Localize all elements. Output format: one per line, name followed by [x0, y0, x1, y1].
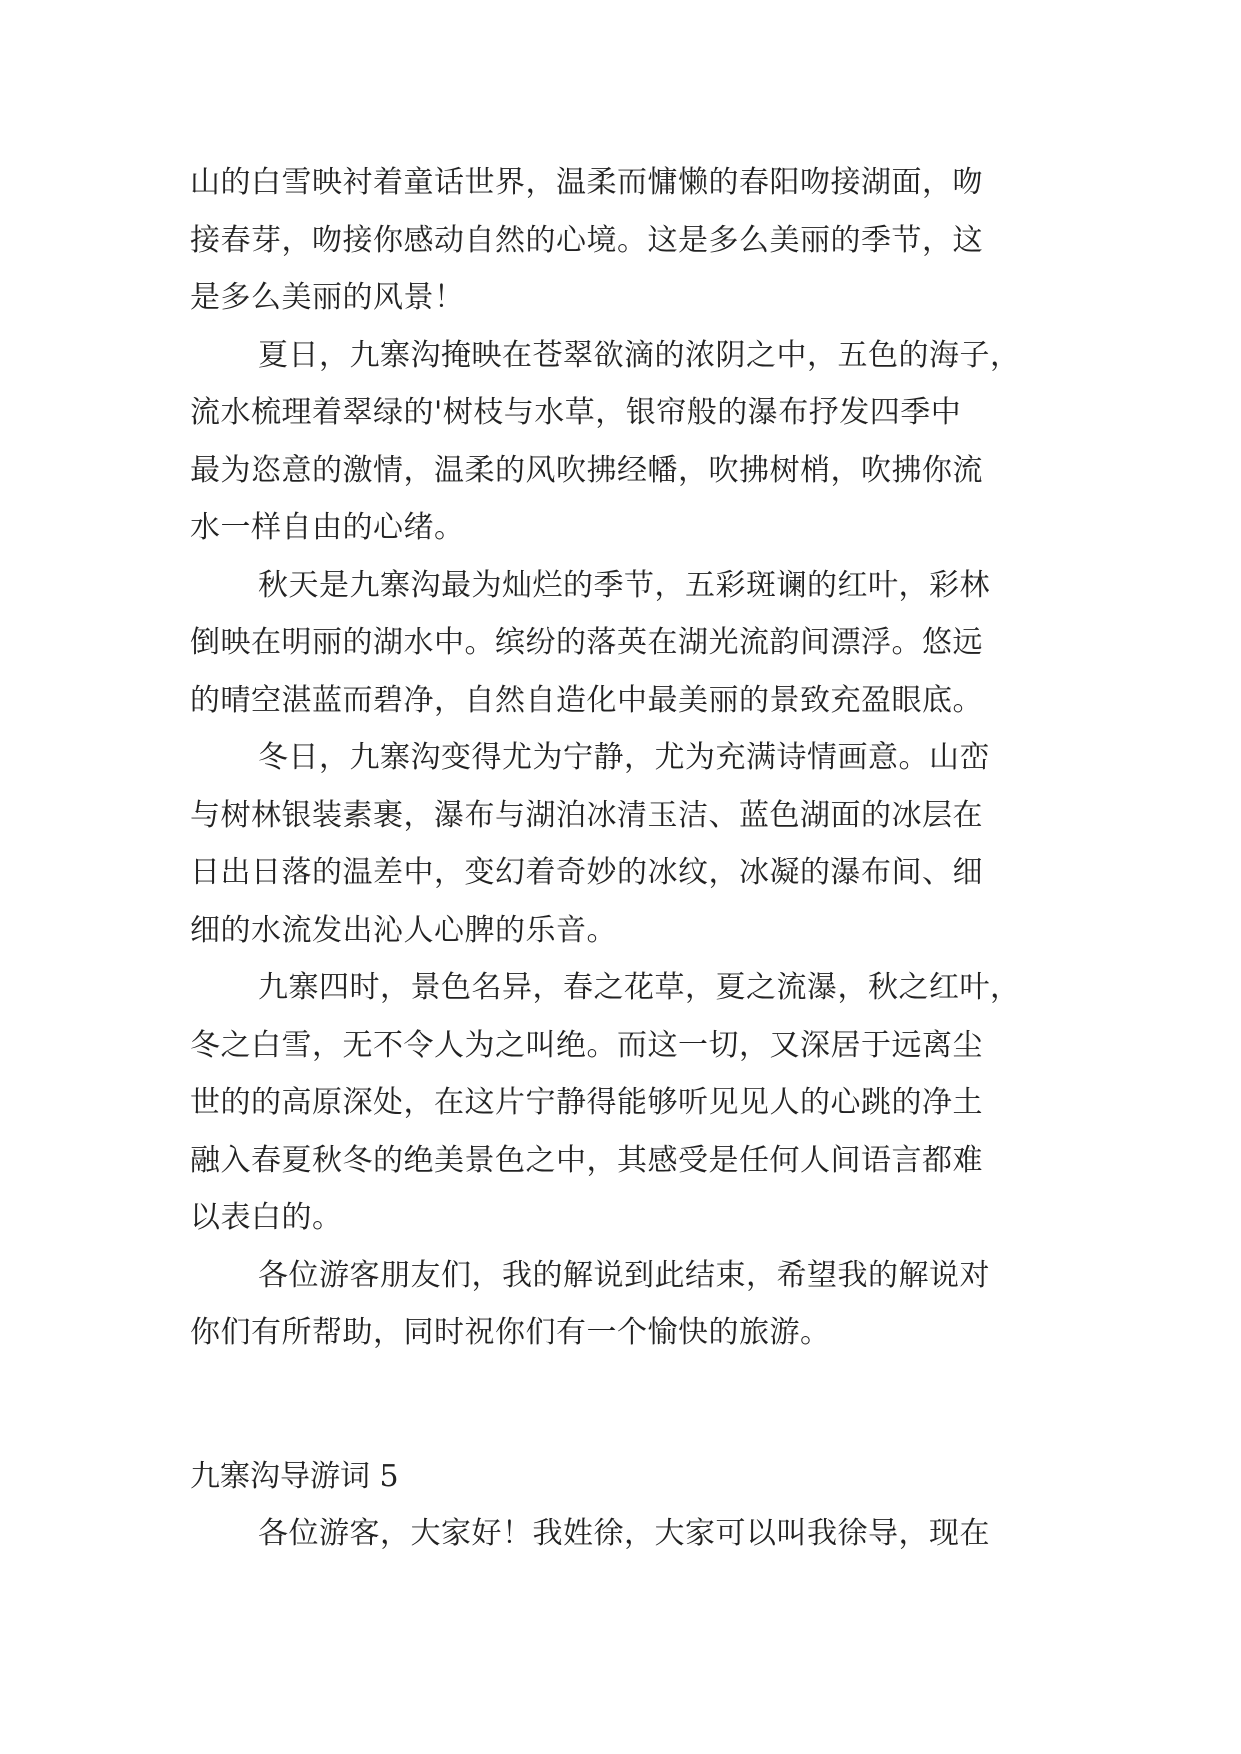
text-line: 九寨四时，景色名异，春之花草，夏之流瀑，秋之红叶， — [258, 970, 1021, 1005]
text-line: 世的的高原深处，在这片宁静得能够听见见人的心跳的净土 — [190, 1085, 983, 1120]
paragraph-autumn — [190, 557, 1060, 730]
paragraph-summer — [190, 327, 1060, 557]
paragraph-greeting — [190, 1505, 1060, 1563]
text-line: 各位游客，大家好！我姓徐，大家可以叫我徐导，现在 — [258, 1516, 990, 1551]
text-line: 水一样自由的心绪。 — [190, 510, 465, 545]
text-line: 倒映在明丽的湖水中。缤纷的落英在湖光流韵间漂浮。悠远 — [190, 625, 983, 660]
section-heading: 九寨沟导游词 5 — [190, 1458, 399, 1494]
paragraph-four-seasons — [190, 959, 1060, 1247]
paragraph-spring-continued — [190, 154, 1060, 327]
text-line: 夏日，九寨沟掩映在苍翠欲滴的浓阴之中，五色的海子， — [258, 337, 1021, 373]
text-line: 是多么美丽的风景！ — [190, 280, 465, 315]
text-line: 细的水流发出沁人心脾的乐音。 — [190, 912, 617, 948]
text-line: 山的白雪映衬着童话世界，温柔而慵懒的春阳吻接湖面，吻 — [190, 165, 983, 200]
text-line: 你们有所帮助，同时祝你们有一个愉快的旅游。 — [190, 1315, 831, 1350]
text-line: 冬日，九寨沟变得尤为宁静，尤为充满诗情画意。山峦 — [258, 740, 990, 775]
text-line: 日出日落的温差中，变幻着奇妙的冰纹，冰凝的瀑布间、细 — [190, 855, 983, 890]
text-line: 与树林银装素裹，瀑布与湖泊冰清玉洁、蓝色湖面的冰层在 — [190, 797, 983, 833]
section-spacer — [190, 1362, 1060, 1448]
paragraph-closing — [190, 1247, 1060, 1362]
paragraph-winter — [190, 729, 1060, 959]
text-line: 以表白的。 — [190, 1200, 343, 1235]
text-line: 的晴空湛蓝而碧净，自然自造化中最美丽的景致充盈眼底。 — [190, 682, 983, 718]
text-line: 接春芽，吻接你感动自然的心境。这是多么美丽的季节，这 — [190, 222, 983, 258]
text-line: 冬之白雪，无不令人为之叫绝。而这一切，又深居于远离尘 — [190, 1027, 983, 1063]
text-line: 最为恣意的激情，温柔的风吹拂经幡，吹拂树梢，吹拂你流 — [190, 452, 983, 488]
text-line: 秋天是九寨沟最为灿烂的季节，五彩斑谰的红叶，彩林 — [258, 567, 990, 603]
text-line: 流水梳理着翠绿的'树枝与水草，银帘般的瀑布抒发四季中 — [190, 395, 962, 430]
text-line: 各位游客朋友们，我的解说到此结束，希望我的解说对 — [258, 1257, 990, 1293]
document-body — [190, 154, 1060, 1563]
text-line: 融入春夏秋冬的绝美景色之中，其感受是任何人间语言都难 — [190, 1142, 983, 1178]
